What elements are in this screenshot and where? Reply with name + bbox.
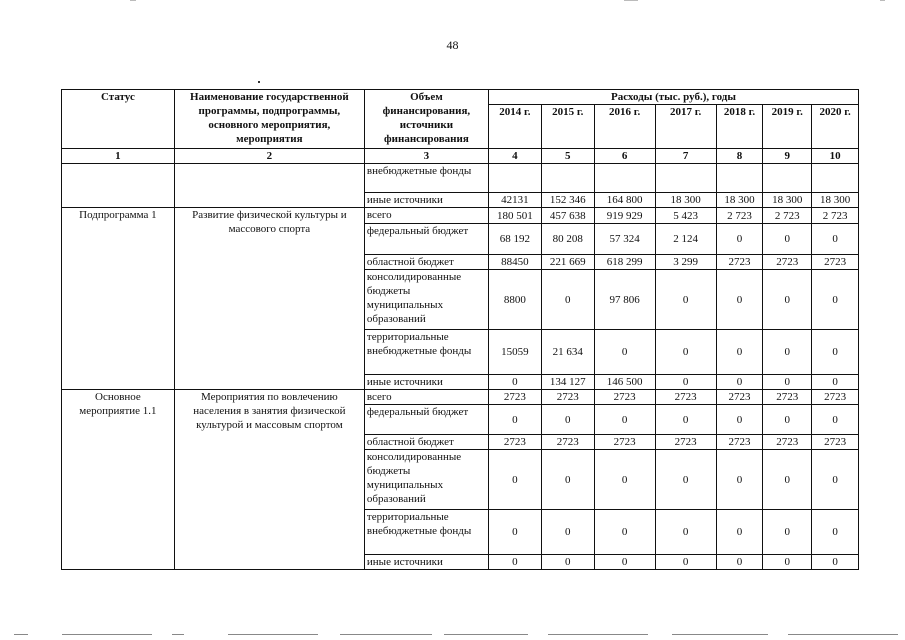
source-cell: областной бюджет bbox=[364, 435, 488, 450]
value-cell: 0 bbox=[716, 375, 763, 390]
scan-edge-mark bbox=[228, 634, 318, 635]
value-cell: 2 124 bbox=[655, 224, 716, 255]
value-cell: 164 800 bbox=[594, 193, 655, 208]
value-cell: 0 bbox=[716, 510, 763, 555]
value-cell: 2 723 bbox=[763, 208, 812, 224]
source-cell: иные источники bbox=[364, 555, 488, 570]
value-cell: 2723 bbox=[763, 390, 812, 405]
scan-edge-mark bbox=[172, 634, 184, 635]
name-cell: Развитие физической культуры и массового спорта bbox=[174, 208, 364, 390]
scan-edge-mark bbox=[62, 634, 152, 635]
value-cell: 0 bbox=[812, 555, 859, 570]
value-cell: 2 723 bbox=[812, 208, 859, 224]
value-cell: 0 bbox=[716, 330, 763, 375]
value-cell: 0 bbox=[488, 405, 541, 435]
value-cell: 0 bbox=[594, 450, 655, 510]
value-cell: 2723 bbox=[716, 435, 763, 450]
scan-edge-mark bbox=[130, 0, 136, 1]
value-cell: 0 bbox=[763, 330, 812, 375]
value-cell bbox=[763, 164, 812, 193]
column-number: 5 bbox=[541, 149, 594, 164]
name-cell: Мероприятия по вовлечению населения в занятия физической культурой и массовым спортом bbox=[174, 390, 364, 570]
value-cell: 0 bbox=[716, 405, 763, 435]
value-cell: 0 bbox=[594, 330, 655, 375]
value-cell: 2723 bbox=[716, 255, 763, 270]
value-cell: 2723 bbox=[812, 390, 859, 405]
value-cell bbox=[812, 164, 859, 193]
column-number: 8 bbox=[716, 149, 763, 164]
value-cell: 0 bbox=[655, 330, 716, 375]
value-cell: 134 127 bbox=[541, 375, 594, 390]
source-cell: всего bbox=[364, 208, 488, 224]
column-number: 10 bbox=[812, 149, 859, 164]
scan-edge-mark bbox=[624, 0, 638, 1]
name-cell bbox=[174, 164, 364, 208]
value-cell bbox=[488, 164, 541, 193]
value-cell: 618 299 bbox=[594, 255, 655, 270]
value-cell: 0 bbox=[716, 555, 763, 570]
source-cell: иные источники bbox=[364, 375, 488, 390]
value-cell: 2723 bbox=[812, 435, 859, 450]
status-cell bbox=[62, 164, 175, 208]
scan-edge-mark bbox=[340, 634, 432, 635]
header-year: 2015 г. bbox=[541, 105, 594, 149]
value-cell: 0 bbox=[655, 510, 716, 555]
header-name: Наименование государственной программы, подпрограммы, основного мероприятия, мероприятия bbox=[174, 90, 364, 149]
source-cell: областной бюджет bbox=[364, 255, 488, 270]
source-cell: внебюджетные фонды bbox=[364, 164, 488, 193]
value-cell: 0 bbox=[541, 450, 594, 510]
value-cell: 0 bbox=[812, 405, 859, 435]
value-cell: 0 bbox=[655, 375, 716, 390]
value-cell: 3 299 bbox=[655, 255, 716, 270]
value-cell: 221 669 bbox=[541, 255, 594, 270]
value-cell: 2723 bbox=[812, 255, 859, 270]
value-cell: 15059 bbox=[488, 330, 541, 375]
column-number: 3 bbox=[364, 149, 488, 164]
value-cell: 5 423 bbox=[655, 208, 716, 224]
value-cell: 88450 bbox=[488, 255, 541, 270]
source-cell: консолидированные бюджеты муниципальных образований bbox=[364, 270, 488, 330]
column-number: 9 bbox=[763, 149, 812, 164]
source-cell: территориальные внебюджетные фонды bbox=[364, 510, 488, 555]
value-cell: 80 208 bbox=[541, 224, 594, 255]
value-cell: 146 500 bbox=[594, 375, 655, 390]
value-cell: 0 bbox=[763, 405, 812, 435]
value-cell: 0 bbox=[763, 375, 812, 390]
value-cell: 2723 bbox=[594, 435, 655, 450]
value-cell: 0 bbox=[763, 510, 812, 555]
value-cell: 0 bbox=[488, 555, 541, 570]
header-year: 2019 г. bbox=[763, 105, 812, 149]
value-cell: 0 bbox=[812, 270, 859, 330]
value-cell: 0 bbox=[763, 450, 812, 510]
column-number: 4 bbox=[488, 149, 541, 164]
column-number: 7 bbox=[655, 149, 716, 164]
value-cell bbox=[655, 164, 716, 193]
value-cell: 0 bbox=[655, 405, 716, 435]
header-expenses: Расходы (тыс. руб.), годы bbox=[488, 90, 858, 105]
value-cell: 2723 bbox=[541, 435, 594, 450]
value-cell: 2723 bbox=[763, 435, 812, 450]
value-cell: 2723 bbox=[763, 255, 812, 270]
value-cell bbox=[594, 164, 655, 193]
table-row bbox=[62, 390, 859, 405]
scan-edge-mark bbox=[672, 634, 768, 635]
column-number: 1 bbox=[62, 149, 175, 164]
header-year: 2017 г. bbox=[655, 105, 716, 149]
value-cell bbox=[541, 164, 594, 193]
header-year: 2018 г. bbox=[716, 105, 763, 149]
value-cell: 2723 bbox=[488, 390, 541, 405]
value-cell: 0 bbox=[812, 450, 859, 510]
value-cell: 152 346 bbox=[541, 193, 594, 208]
value-cell: 68 192 bbox=[488, 224, 541, 255]
column-number: 2 bbox=[174, 149, 364, 164]
value-cell: 0 bbox=[763, 270, 812, 330]
value-cell: 0 bbox=[812, 330, 859, 375]
value-cell: 0 bbox=[655, 555, 716, 570]
value-cell: 42131 bbox=[488, 193, 541, 208]
value-cell: 2 723 bbox=[716, 208, 763, 224]
scan-dot bbox=[258, 81, 260, 83]
table-row bbox=[62, 164, 859, 193]
value-cell: 18 300 bbox=[716, 193, 763, 208]
scan-edge-mark bbox=[548, 634, 648, 635]
scan-edge-mark bbox=[788, 634, 898, 635]
value-cell: 0 bbox=[541, 510, 594, 555]
value-cell: 18 300 bbox=[655, 193, 716, 208]
value-cell: 0 bbox=[594, 555, 655, 570]
value-cell: 0 bbox=[812, 510, 859, 555]
financing-table bbox=[61, 89, 859, 570]
value-cell: 0 bbox=[812, 375, 859, 390]
value-cell: 0 bbox=[716, 270, 763, 330]
value-cell: 0 bbox=[541, 405, 594, 435]
value-cell: 2723 bbox=[594, 390, 655, 405]
source-cell: всего bbox=[364, 390, 488, 405]
header-volume: Объем финансирования, источники финансирования bbox=[364, 90, 488, 149]
scan-edge-mark bbox=[14, 634, 28, 635]
source-cell: федеральный бюджет bbox=[364, 405, 488, 435]
column-number: 6 bbox=[594, 149, 655, 164]
value-cell: 97 806 bbox=[594, 270, 655, 330]
column-numbers-row bbox=[62, 149, 859, 164]
value-cell: 0 bbox=[541, 555, 594, 570]
page-number: 48 bbox=[446, 38, 459, 52]
value-cell: 0 bbox=[488, 375, 541, 390]
value-cell: 0 bbox=[541, 270, 594, 330]
scan-edge-mark bbox=[880, 0, 885, 1]
value-cell: 180 501 bbox=[488, 208, 541, 224]
source-cell: иные источники bbox=[364, 193, 488, 208]
value-cell: 2723 bbox=[716, 390, 763, 405]
table-row bbox=[62, 208, 859, 224]
value-cell: 0 bbox=[488, 450, 541, 510]
value-cell: 0 bbox=[763, 224, 812, 255]
value-cell: 919 929 bbox=[594, 208, 655, 224]
status-cell: Основное мероприятие 1.1 bbox=[62, 390, 175, 570]
value-cell: 21 634 bbox=[541, 330, 594, 375]
value-cell: 0 bbox=[716, 450, 763, 510]
status-cell: Подпрограмма 1 bbox=[62, 208, 175, 390]
header-year: 2020 г. bbox=[812, 105, 859, 149]
value-cell: 0 bbox=[716, 224, 763, 255]
value-cell: 2723 bbox=[541, 390, 594, 405]
value-cell: 0 bbox=[594, 405, 655, 435]
value-cell: 57 324 bbox=[594, 224, 655, 255]
value-cell: 2723 bbox=[655, 435, 716, 450]
header-year: 2016 г. bbox=[594, 105, 655, 149]
value-cell: 18 300 bbox=[812, 193, 859, 208]
scan-edge-mark bbox=[444, 634, 528, 635]
value-cell: 8800 bbox=[488, 270, 541, 330]
header-status: Статус bbox=[62, 90, 175, 149]
value-cell: 0 bbox=[488, 510, 541, 555]
value-cell: 2723 bbox=[488, 435, 541, 450]
value-cell: 0 bbox=[763, 555, 812, 570]
source-cell: территориальные внебюджетные фонды bbox=[364, 330, 488, 375]
value-cell: 18 300 bbox=[763, 193, 812, 208]
value-cell bbox=[716, 164, 763, 193]
source-cell: федеральный бюджет bbox=[364, 224, 488, 255]
value-cell: 0 bbox=[655, 450, 716, 510]
value-cell: 0 bbox=[655, 270, 716, 330]
header-year: 2014 г. bbox=[488, 105, 541, 149]
value-cell: 2723 bbox=[655, 390, 716, 405]
value-cell: 0 bbox=[594, 510, 655, 555]
value-cell: 0 bbox=[812, 224, 859, 255]
value-cell: 457 638 bbox=[541, 208, 594, 224]
source-cell: консолидированные бюджеты муниципальных образований bbox=[364, 450, 488, 510]
